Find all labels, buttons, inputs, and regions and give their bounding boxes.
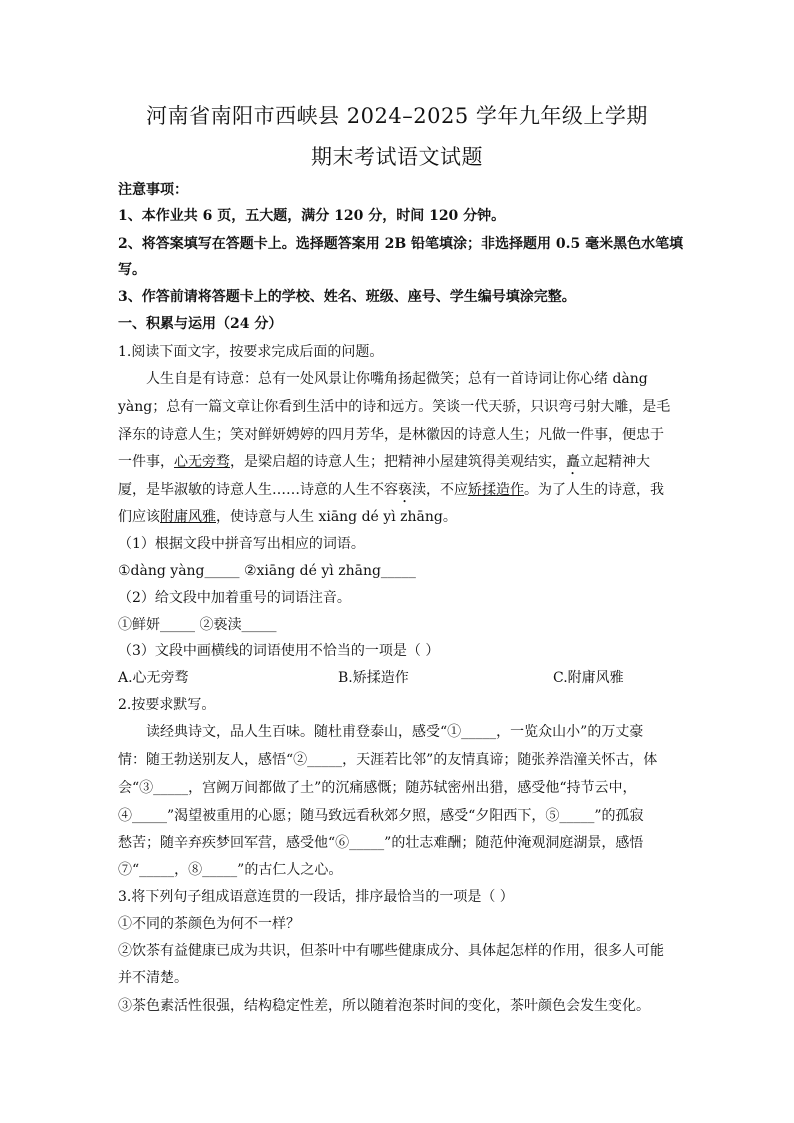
option-a: A.心无旁骛 [118,670,189,686]
q2-line: 愁苦；随辛弃疾梦回军营，感受他“⑥_____”的壮志难酬；随范仲淹观洞庭湖景，感悟 [118,835,644,851]
q1-passage-line: yàng；总有一篇文章让你看到生活中的诗和远方。笑谈一代天骄，只识弯弓射大雕，是毛 [118,399,671,415]
q3-stem: 3.将下列句子组成语意连贯的一段话，排序最恰当的一项是（ ） [118,889,514,905]
q1-passage-line: 人生自是有诗意：总有一处风景让你嘴角扬起微笑；总有一首诗词让你心绪 dàng [146,371,648,387]
underlined-phrase: 附庸风雅 [160,509,216,525]
q1-sub1: （1）根据文段中拼音写出相应的词语。 [118,536,365,552]
section-heading: 一、积累与运用（24 分） [118,316,283,332]
q1-sub3: （3）文段中画横线的词语使用不恰当的一项是（ ） [118,643,440,659]
notice-item-3: 3、作答前请将答题卡上的学校、姓名、班级、座号、学生编号填涂完整。 [118,289,576,305]
q3-sentence-1: ①不同的茶颜色为何不一样？ [118,916,300,932]
text-run: ，使诗意与人生 xiāng dé yì zhāng。 [216,509,457,525]
q3-sentence-2-cont: 并不清楚。 [118,970,188,986]
q2-line: 情：随王勃送别友人，感悟“②_____，天涯若比邻”的友情真谛；随张养浩潼关怀古，体 [118,752,658,768]
q1-passage-line: 泽东的诗意人生；笑对鲜妍娉婷的四月芳华，是林徽因的诗意人生；凡做一件事，便忠于 [118,427,664,443]
q1-passage-line [118,480,678,506]
text-run: 立起精神大 [580,454,650,470]
q2-line: ⑦“_____，⑧_____”的古仁人之心。 [118,862,343,878]
exam-title-line1: 河南省南阳市西峡县 2024–2025 学年九年级上学期 [146,104,648,128]
q3-sentence-3: ③茶色素活性很强，结构稳定性差，所以随着泡茶时间的变化，茶叶颜色会发生变化。 [118,998,650,1014]
text-run: 厦，是毕淑敏的诗意人生……诗意的人生不容 [118,482,398,498]
q1-sub2: （2）给文段中加着重号的词语注音。 [118,590,351,606]
text-run: 一件事， [118,454,174,470]
q2-stem: 2.按要求默写。 [118,697,216,713]
emphasized-char: 矗 [566,454,580,470]
option-b: B.矫揉造作 [338,670,409,686]
exam-title-line2: 期末考试语文试题 [311,145,483,169]
notice-item-2-cont: 写。 [118,262,146,278]
text-run: 。为了人生的诗意，我 [524,482,664,498]
text-run: 们应该 [118,509,160,525]
text-run: 渎，不应 [412,482,468,498]
underlined-phrase: 矫揉造作 [468,482,524,498]
q3-sentence-2: ②饮茶有益健康已成为共识，但茶叶中有哪些健康成分、具体起怎样的作用，很多人可能 [118,943,664,959]
q1-passage-line [118,507,678,527]
q2-line: 读经典诗文，品人生百味。随杜甫登泰山，感受“①_____，一览众山小”的万丈豪 [146,724,644,740]
emphasized-char: 亵 [398,482,412,498]
q1-stem: 1.阅读下面文字，按要求完成后面的问题。 [118,344,384,360]
notice-item-1: 1、本作业共 6 页，五大题，满分 120 分，时间 120 分钟。 [118,208,506,224]
notice-item-2: 2、将答案填写在答题卡上。选择题答案用 2B 铅笔填涂；非选择题用 0.5 毫米黑色水笔填 [118,236,684,252]
notice-heading: 注意事项： [118,182,188,198]
text-run: ，是梁启超的诗意人生；把精神小屋建筑得美观结实， [230,454,566,470]
q2-line: 会“③_____，宫阙万间都做了土”的沉痛感慨；随苏轼密州出猎，感受他“持节云中， [118,780,637,796]
q2-line: ④_____”渴望被重用的心愿；随马致远看秋郊夕照，感受“夕阳西下，⑤_____”的孤寂 [118,808,644,824]
q1-sub2-answer: ①鲜妍_____ ②亵渎_____ [118,617,277,633]
q1-sub1-answer: ①dàng yàng_____ ②xiāng dé yì zhāng_____ [118,563,416,579]
underlined-phrase: 心无旁骛 [174,454,230,470]
option-c: C.附庸风雅 [553,670,624,686]
q1-passage-line [118,452,678,478]
